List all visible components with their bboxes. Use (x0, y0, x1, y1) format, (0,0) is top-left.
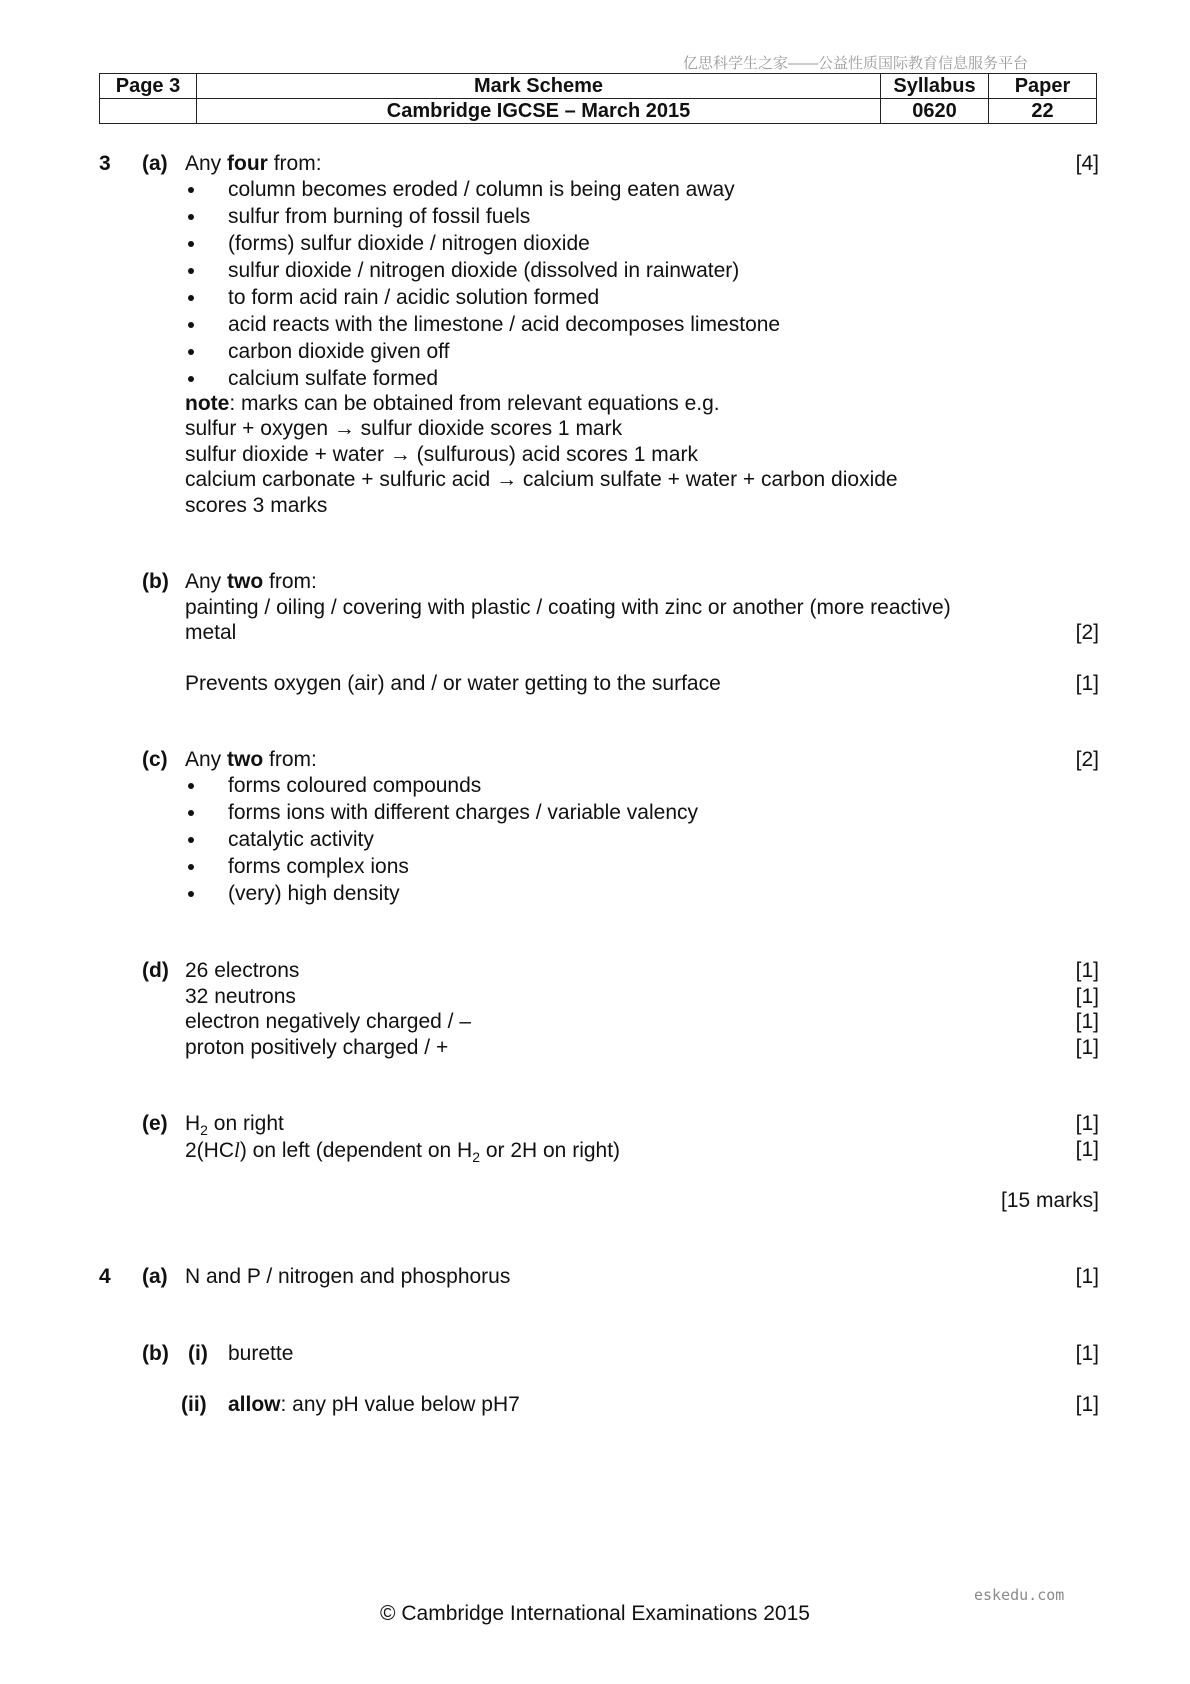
q3a-equation-3: calcium carbonate + sulfuric acid → calcium sulfate + water + carbon dioxide (185, 468, 898, 491)
list-item: sulfur dioxide / nitrogen dioxide (dissolved in rainwater) (228, 259, 740, 282)
q4b-i-mark: [1] (1075, 1342, 1099, 1365)
q3e-answer-line-2: 2(HCl) on left (dependent on $H_2$ or 2H on right) (185, 1138, 621, 1166)
q3a-intro: Any four from: (185, 152, 322, 175)
q3e-answer-line-1: $H_2$ on right (185, 1112, 284, 1139)
q3c-intro: Any two from: (185, 748, 317, 771)
q4b-i-label: (i) (188, 1342, 208, 1365)
q4b-ii-answer: allow: any pH value below pH7 (228, 1393, 520, 1416)
q3d-mark: [1] (1075, 959, 1099, 982)
q4b-ii-label: (ii) (181, 1393, 207, 1416)
page-number: Page 3 (100, 74, 197, 99)
list-item: (very) high density (228, 882, 400, 905)
doc-subtitle: Cambridge IGCSE – March 2015 (197, 99, 881, 124)
q3a-equation-1: sulfur + oxygen → sulfur dioxide scores 1 mark (185, 417, 623, 440)
bottom-watermark: eskedu.com (974, 1586, 1065, 1604)
q3b-answer-line-2: metal (185, 621, 237, 644)
bullet-icon (188, 376, 194, 382)
q3d-mark: [1] (1075, 985, 1099, 1008)
bullet-icon (188, 783, 194, 789)
q3d-mark: [1] (1075, 1010, 1099, 1033)
q3b-answer-line-1: painting / oiling / covering with plastic / coating with zinc or another (more reactive) (185, 596, 951, 619)
list-item: (forms) sulfur dioxide / nitrogen dioxide (228, 232, 590, 255)
q4a-label: (a) (142, 1265, 168, 1288)
q3c-label: (c) (142, 748, 168, 771)
watermark-text: 亿思科学生之家——公益性质国际教育信息服务平台 (683, 55, 1029, 72)
q3c-mark: [2] (1075, 748, 1099, 771)
q3d-answer-line: 26 electrons (185, 959, 300, 982)
bullet-icon (188, 187, 194, 193)
q3a-equation-2: sulfur dioxide + water → (sulfurous) acid scores 1 mark (185, 443, 698, 466)
list-item: forms coloured compounds (228, 774, 482, 797)
q3e-mark-2: [1] (1075, 1138, 1099, 1161)
question-3-number: 3 (99, 152, 111, 175)
q3b-label: (b) (142, 570, 169, 593)
q3b-mark-1: [2] (1075, 621, 1099, 644)
q4b-label: (b) (142, 1342, 169, 1365)
bullet-icon (188, 810, 194, 816)
bullet-icon (188, 837, 194, 843)
syllabus-value: 0620 (881, 99, 989, 124)
list-item: carbon dioxide given off (228, 340, 450, 363)
list-item: column becomes eroded / column is being eaten away (228, 178, 735, 201)
q3b-answer-line-3: Prevents oxygen (air) and / or water getting to the surface (185, 672, 721, 695)
header-table (99, 73, 1097, 124)
q4b-ii-mark: [1] (1075, 1393, 1099, 1416)
q3a-mark: [4] (1075, 152, 1099, 175)
syllabus-label: Syllabus (881, 74, 989, 99)
doc-title: Mark Scheme (197, 74, 881, 99)
q3e-label: (e) (142, 1112, 168, 1135)
q3b-intro: Any two from: (185, 570, 317, 593)
q3a-note: note: marks can be obtained from relevant equations e.g. (185, 392, 720, 415)
q4a-answer: N and P / nitrogen and phosphorus (185, 1265, 511, 1288)
question-4-number: 4 (99, 1265, 111, 1288)
q3a-label: (a) (142, 152, 168, 175)
q3a-equation-4: scores 3 marks (185, 494, 328, 517)
paper-label: Paper (989, 74, 1097, 99)
q3d-answer-line: electron negatively charged / – (185, 1010, 472, 1033)
q4a-mark: [1] (1075, 1265, 1099, 1288)
bullet-icon (188, 241, 194, 247)
list-item: forms ions with different charges / variable valency (228, 801, 698, 824)
q3d-label: (d) (142, 959, 169, 982)
list-item: acid reacts with the limestone / acid decomposes limestone (228, 313, 781, 336)
q3-total-marks: [15 marks] (1000, 1189, 1099, 1212)
bullet-icon (188, 268, 194, 274)
bullet-icon (188, 214, 194, 220)
list-item: forms complex ions (228, 855, 409, 878)
q3d-mark: [1] (1075, 1036, 1099, 1059)
bullet-icon (188, 349, 194, 355)
bullet-icon (188, 864, 194, 870)
list-item: sulfur from burning of fossil fuels (228, 205, 531, 228)
list-item: catalytic activity (228, 828, 374, 851)
bullet-icon (188, 891, 194, 897)
q3d-answer-line: 32 neutrons (185, 985, 296, 1008)
paper-value: 22 (989, 99, 1097, 124)
q3e-mark-1: [1] (1075, 1112, 1099, 1135)
bullet-icon (188, 322, 194, 328)
bullet-icon (188, 295, 194, 301)
list-item: to form acid rain / acidic solution formed (228, 286, 600, 309)
list-item: calcium sulfate formed (228, 367, 439, 390)
q3b-mark-2: [1] (1075, 672, 1099, 695)
page-blank-cell (100, 99, 197, 124)
footer-copyright: © Cambridge International Examinations 2015 (380, 1602, 810, 1625)
q3d-answer-line: proton positively charged / + (185, 1036, 449, 1059)
q4b-i-answer: burette (228, 1342, 294, 1365)
